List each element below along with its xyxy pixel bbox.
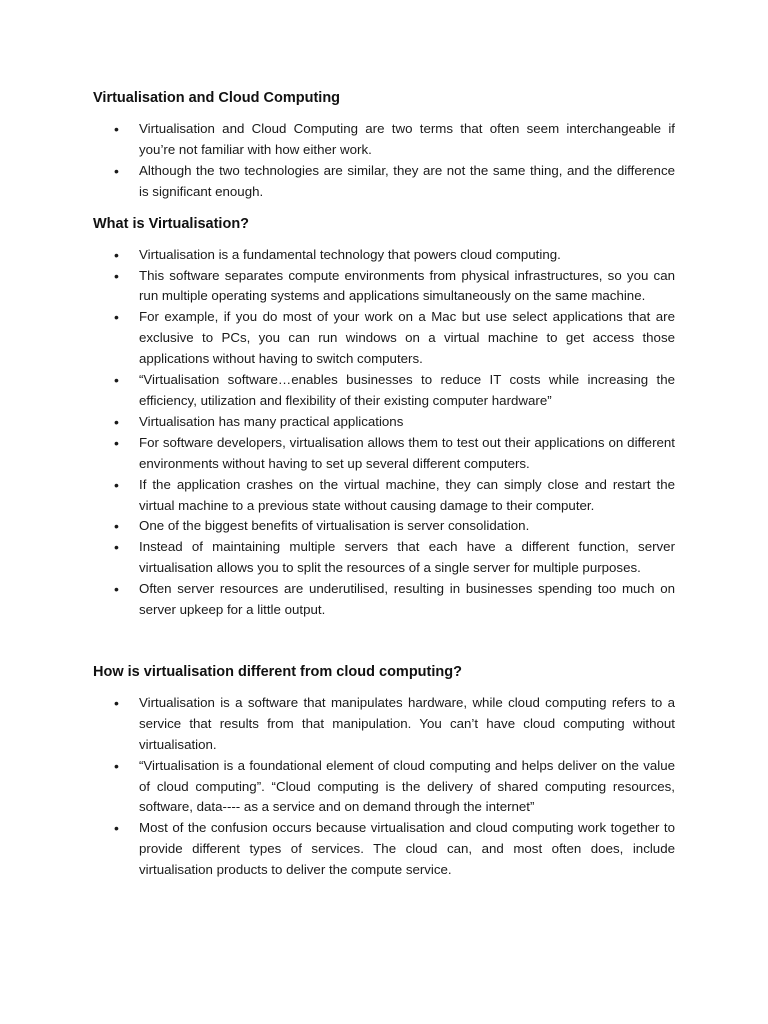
list-item: • “Virtualisation software…enables businesses to reduce IT costs while increasing the efficiency, utilization and flexibility of their existing computer hardware”: [93, 370, 675, 412]
section-heading-how-is-virtualisation-different: How is virtualisation different from cloud computing?: [93, 663, 462, 680]
section-heading-virtualisation-and-cloud-computing: Virtualisation and Cloud Computing: [93, 90, 341, 106]
list-item: • Virtualisation is a software that manipulates hardware, while cloud computing refers to a service that results from that manipulation. You can’t have cloud computing without virtualisation.: [93, 693, 675, 756]
document-page: [93, 88, 675, 881]
list-item: • Virtualisation has many practical applications: [93, 412, 675, 433]
list-item: • Virtualisation is a fundamental technology that powers cloud computing.: [93, 245, 675, 266]
list-item: • “Virtualisation is a foundational element of cloud computing and helps deliver on the value of cloud computing”. “Cloud computing is the delivery of shared computing resources, software, data---- as a service and on demand through the internet”: [93, 756, 675, 819]
list-item: • One of the biggest benefits of virtualisation is server consolidation.: [93, 516, 675, 537]
list-item: • Although the two technologies are similar, they are not the same thing, and the difference is significant enough.: [93, 161, 675, 203]
list-item: • Instead of maintaining multiple servers that each have a different function, server virtualisation allows you to split the resources of a single server for multiple purposes.: [93, 537, 675, 579]
list-item: • For example, if you do most of your work on a Mac but use select applications that are exclusive to PCs, you can run windows on a virtual machine to get access those applications without having to switch computers.: [93, 307, 675, 370]
list-item: • If the application crashes on the virtual machine, they can simply close and restart the virtual machine to a previous state without causing damage to their computer.: [93, 475, 675, 517]
section-heading-what-is-virtualisation: What is Virtualisation?: [93, 215, 250, 232]
list-item: • Most of the confusion occurs because virtualisation and cloud computing work together to provide different types of services. The cloud can, and most often does, include virtualisation products to deliver the compute service.: [93, 818, 675, 881]
list-item: • Virtualisation and Cloud Computing are two terms that often seem interchangeable if you’re not familiar with how either work.: [93, 119, 675, 161]
list-item: • This software separates compute environments from physical infrastructures, so you can run multiple operating systems and applications simultaneously on the same machine.: [93, 266, 675, 308]
list-item: • For software developers, virtualisation allows them to test out their applications on different environments without having to set up several different computers.: [93, 433, 675, 475]
bullet-list-differences: [93, 693, 675, 881]
bullet-list-intro: [93, 119, 675, 203]
bullet-list-what-is-virtualisation: [93, 245, 675, 621]
list-item: • Often server resources are underutilised, resulting in businesses spending too much on server upkeep for a little output.: [93, 579, 675, 621]
